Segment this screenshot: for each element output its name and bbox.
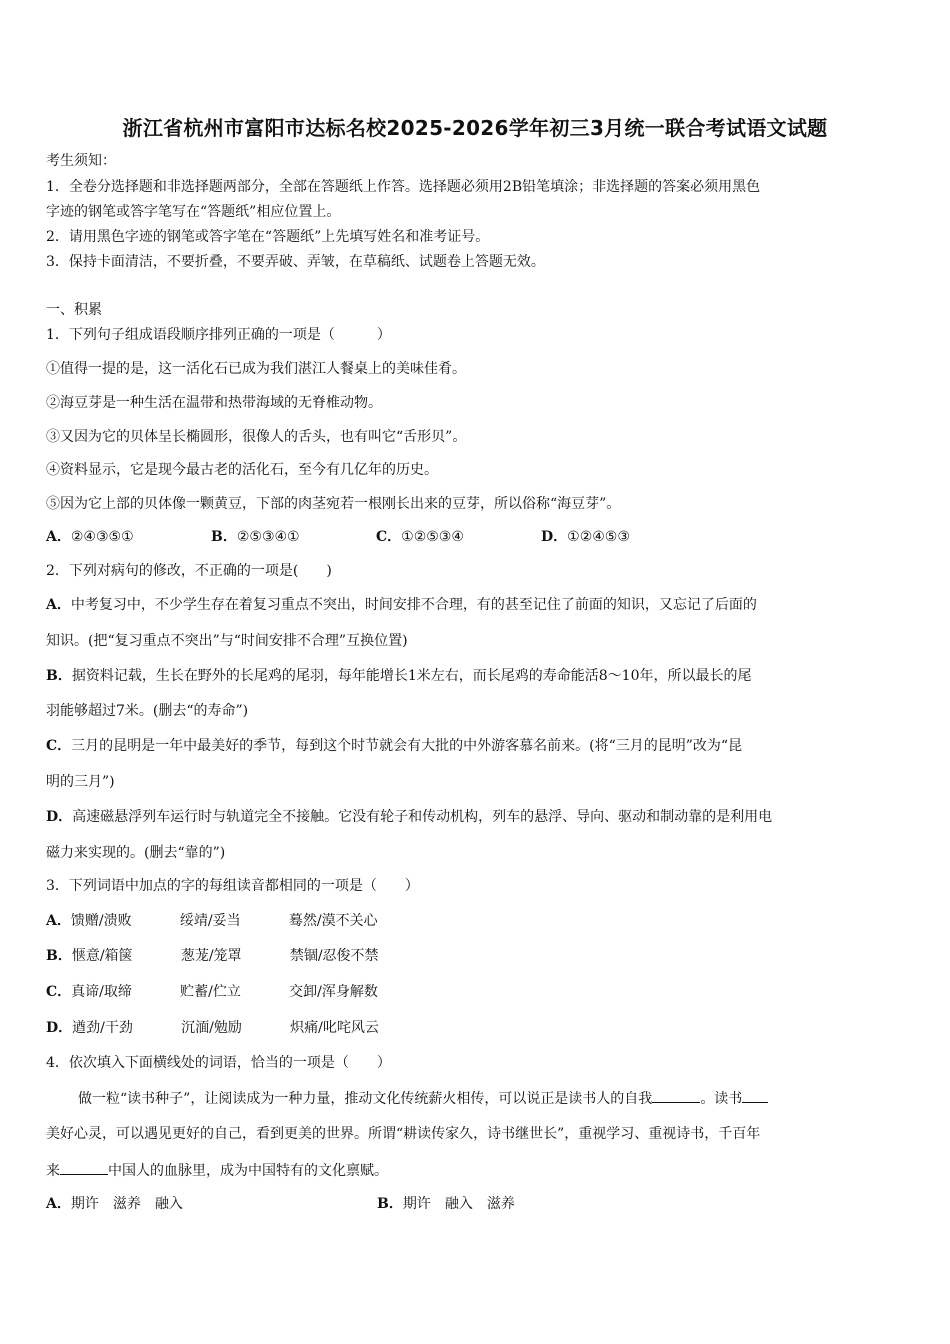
- fill-blank[interactable]: [60, 1160, 108, 1175]
- q4-options: [46, 1194, 515, 1214]
- notice-heading: 考生须知：: [46, 153, 116, 169]
- section-heading: 一、积累: [46, 302, 102, 318]
- q4-passage-line: 美好心灵，可以遇见更好的自己，看到更美的世界。所谓“耕读传家久，诗书继世长”，重视学习、重视诗书，千百年: [46, 1126, 761, 1142]
- q1-sentence: ④资料显示，它是现今最古老的活化石，至今有几亿年的历史。: [46, 462, 438, 478]
- q3-option-d[interactable]: D．遒劲/干劲 沉湎/勉励 炽痛/叱咤风云: [46, 1020, 379, 1036]
- q3-option-b[interactable]: B．惬意/箱箧 葱茏/笼罩 禁锢/忍俊不禁: [46, 948, 379, 964]
- q1-option-d[interactable]: D．①②④⑤③: [541, 529, 630, 545]
- q2-option-a[interactable]: A．中考复习中，不少学生存在着复习重点不突出，时间安排不合理，有的甚至记住了前面的知识，又忘记了后面的: [46, 597, 757, 613]
- q4-passage-line: 来 中国人的血脉里，成为中国特有的文化禀赋。: [46, 1160, 388, 1181]
- question-2-stem: 2．下列对病句的修改，不正确的一项是( ): [46, 563, 332, 579]
- q1-option-c[interactable]: C．①②⑤③④: [376, 529, 464, 545]
- q1-option-b[interactable]: B．②⑤③④①: [211, 529, 300, 545]
- q1-option-a[interactable]: A．②④③⑤①: [46, 529, 134, 545]
- q4-option-a[interactable]: A．期许 滋养 融入: [46, 1196, 183, 1212]
- q3-option-a[interactable]: A．馈赠/溃败 绥靖/妥当 蓦然/漠不关心: [46, 913, 378, 929]
- q2-option-a-cont: 知识。(把“复习重点不突出”与“时间安排不合理”互换位置): [46, 633, 408, 649]
- q1-sentence: ③又因为它的贝体呈长椭圆形，很像人的舌头，也有叫它“舌形贝”。: [46, 429, 467, 445]
- q4-option-b[interactable]: B．期许 融入 滋养: [377, 1196, 515, 1212]
- q1-options: [46, 527, 630, 547]
- q2-option-d-cont: 磁力来实现的。(删去“靠的”): [46, 845, 226, 861]
- fill-blank[interactable]: [652, 1088, 700, 1103]
- notice-item: 1．全卷分选择题和非选择题两部分，全部在答题纸上作答。选择题必须用2B铅笔填涂；非选择题的答案必须用黑色: [46, 179, 761, 195]
- notice-item: 字迹的钢笔或答字笔写在“答题纸”相应位置上。: [46, 204, 341, 220]
- q4-passage-line: 做一粒“读书种子”，让阅读成为一种力量，推动文化传统薪火相传，可以说正是读书人的自我 。读书: [78, 1088, 768, 1109]
- question-4-stem: 4．依次填入下面横线处的词语，恰当的一项是（ ）: [46, 1055, 391, 1071]
- q1-sentence: ⑤因为它上部的贝体像一颗黄豆，下部的肉茎宛若一根刚长出来的豆芽，所以俗称“海豆芽”。: [46, 496, 621, 512]
- q2-option-c[interactable]: C．三月的昆明是一年中最美好的季节，每到这个时节就会有大批的中外游客慕名前来。(将“三月的昆明”改为“昆: [46, 738, 743, 754]
- notice-item: 3．保持卡面清洁，不要折叠，不要弄破、弄皱，在草稿纸、试题卷上答题无效。: [46, 254, 545, 270]
- q1-sentence: ②海豆芽是一种生活在温带和热带海域的无脊椎动物。: [46, 395, 382, 411]
- question-3-stem: 3．下列词语中加点的字的每组读音都相同的一项是（ ）: [46, 878, 419, 894]
- fill-blank[interactable]: [742, 1088, 768, 1103]
- exam-title: 浙江省杭州市富阳市达标名校2025-2026学年初三3月统一联合考试语文试题: [122, 116, 828, 140]
- notice-item: 2．请用黑色字迹的钢笔或答字笔在“答题纸”上先填写姓名和准考证号。: [46, 229, 490, 245]
- q2-option-d[interactable]: D．高速磁悬浮列车运行时与轨道完全不接触。它没有轮子和传动机构，列车的悬浮、导向、驱动和制动靠的是利用电: [46, 809, 773, 825]
- q3-option-c[interactable]: C．真谛/取缔 贮蓄/伫立 交卸/浑身解数: [46, 984, 378, 1000]
- question-1-stem: 1．下列句子组成语段顺序排列正确的一项是（ ）: [46, 327, 391, 343]
- q2-option-b[interactable]: B．据资料记载，生长在野外的长尾鸡的尾羽，每年能增长1米左右，而长尾鸡的寿命能活8～10年，所以最长的尾: [46, 668, 752, 684]
- q1-sentence: ①值得一提的是，这一活化石已成为我们湛江人餐桌上的美味佳肴。: [46, 361, 466, 377]
- q2-option-c-cont: 明的三月”): [46, 774, 115, 790]
- q2-option-b-cont: 羽能够超过7米。(删去“的寿命”): [46, 703, 249, 719]
